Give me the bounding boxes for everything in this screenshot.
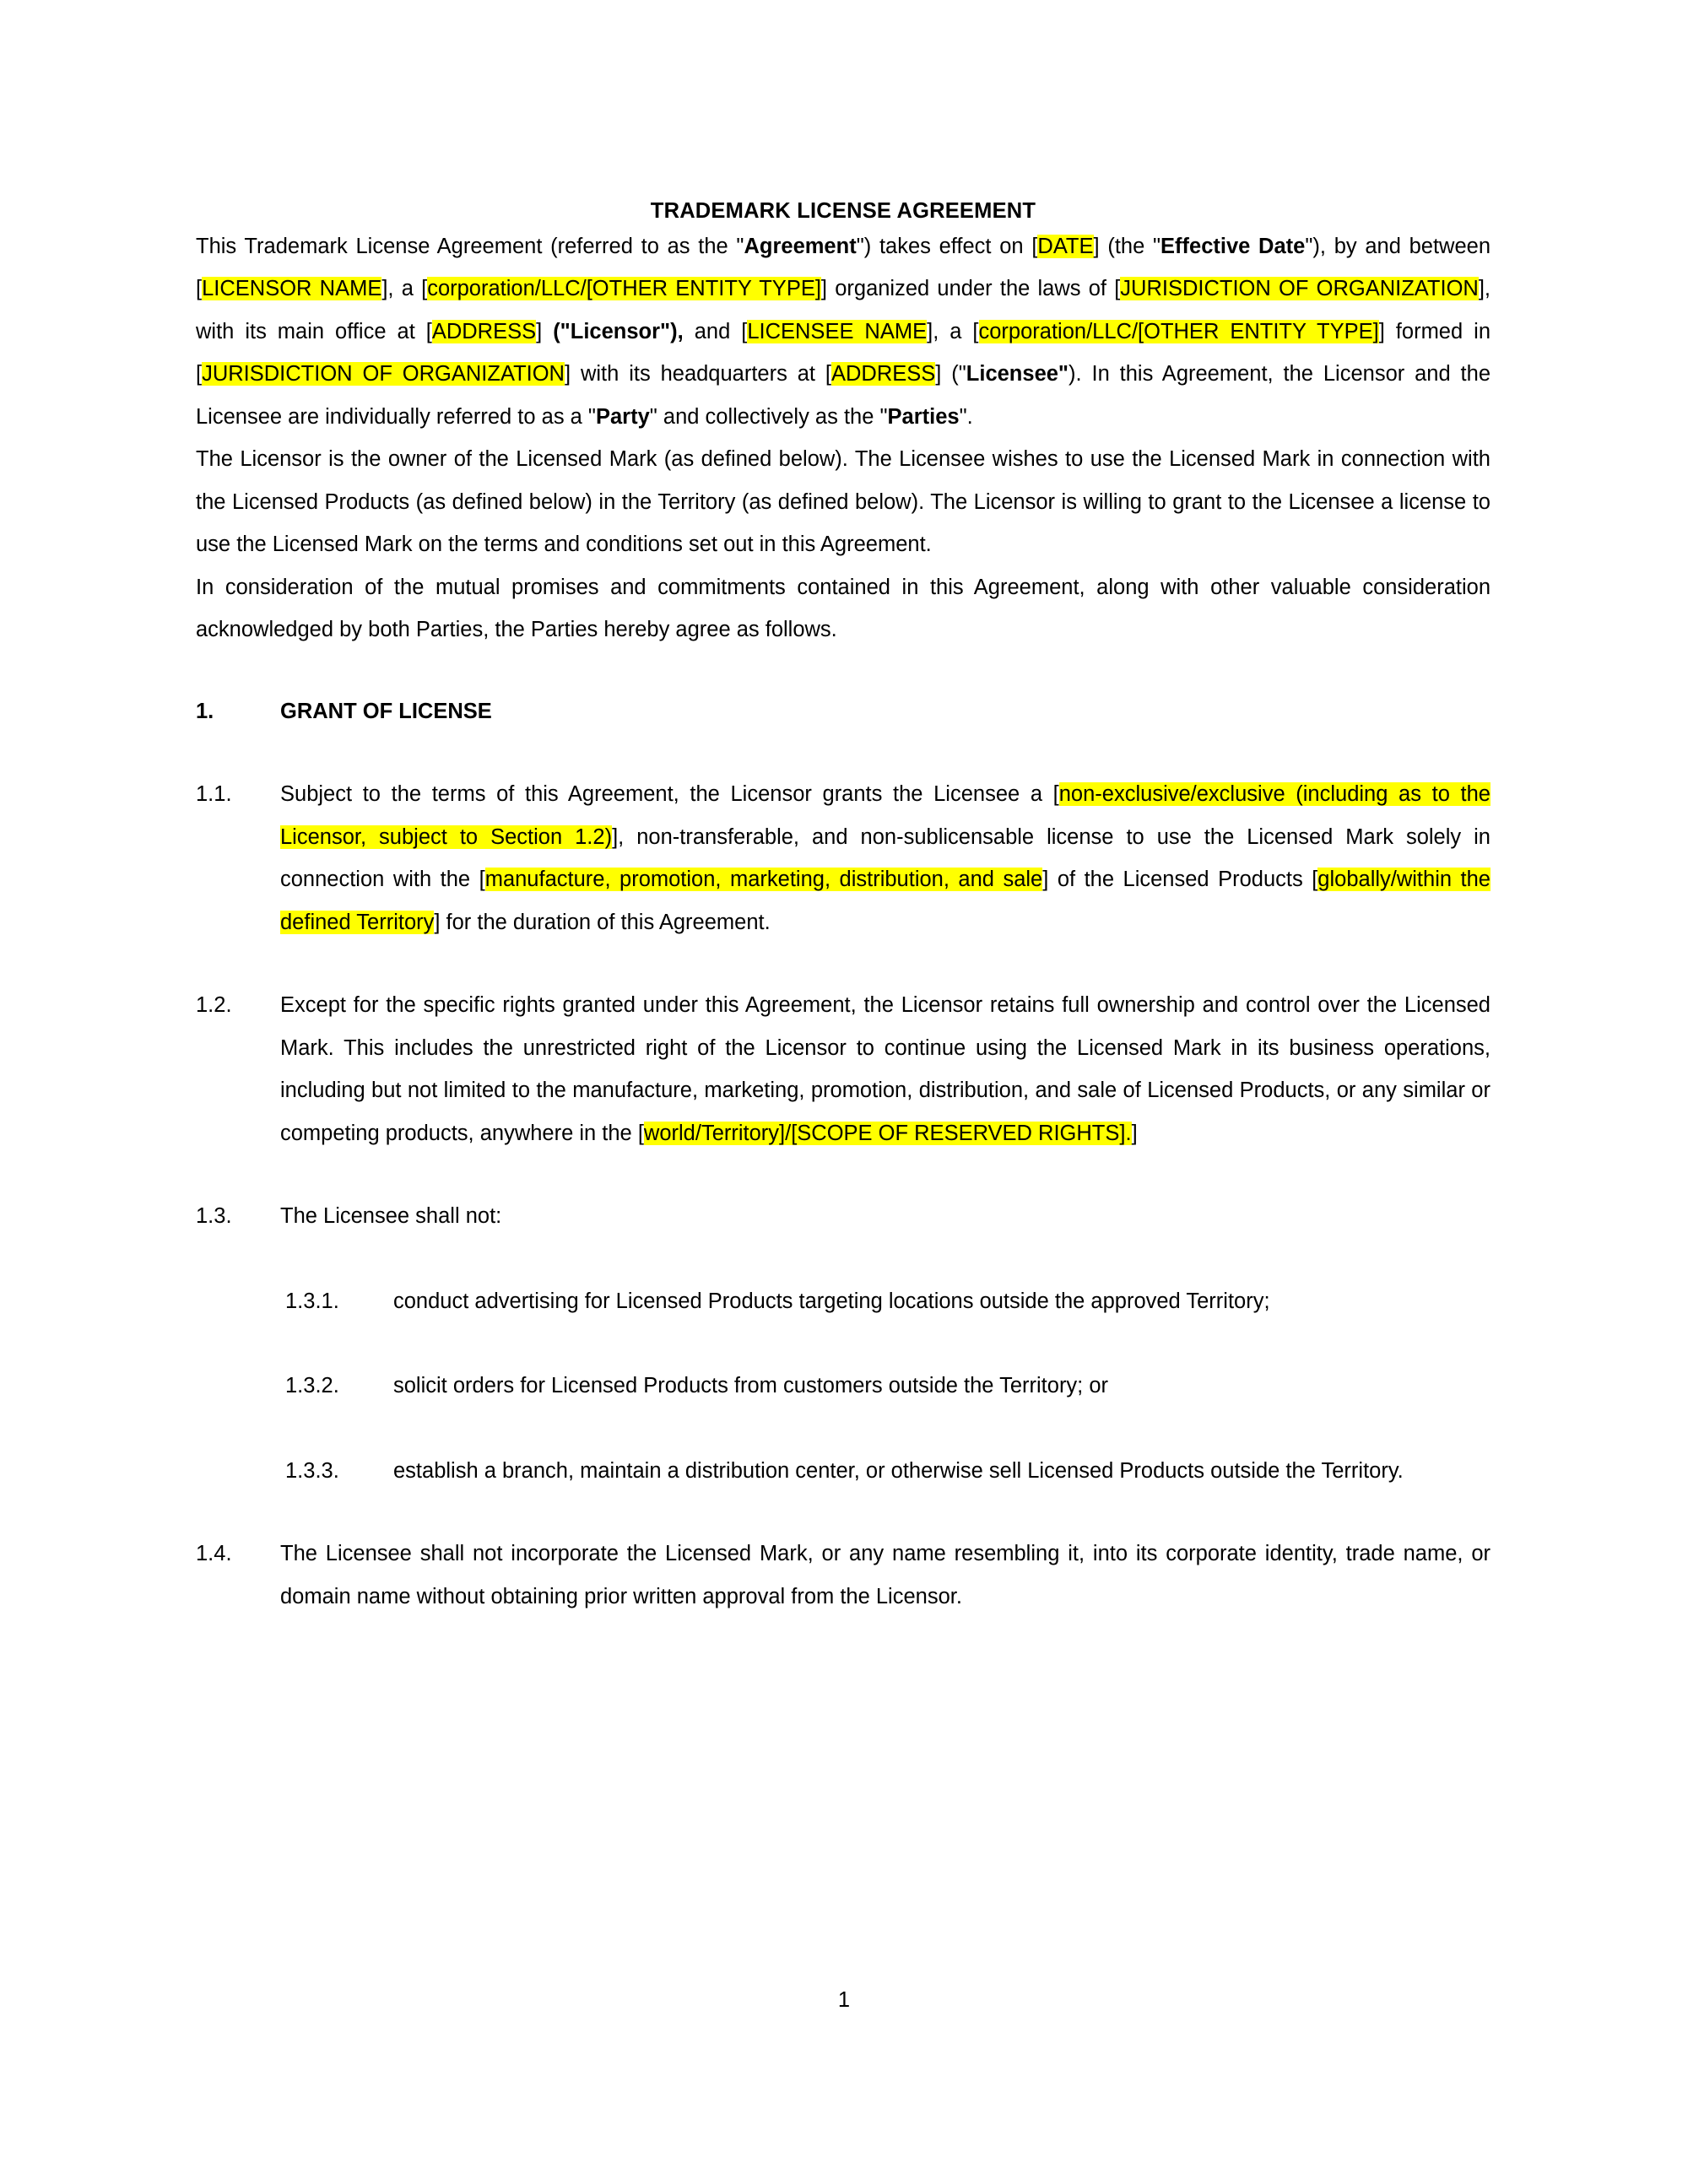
page-title: TRADEMARK LICENSE AGREEMENT: [650, 199, 1036, 223]
clause-text-segment: ], non-transferable, and non-sublicensable license to use the Licensed Mark solely in connection with the [: [280, 824, 1491, 892]
clause-1-3: [196, 1195, 1491, 1238]
placeholder-licensee-jurisdiction: JURISDICTION OF ORGANIZATION: [202, 362, 565, 387]
clause-1-2: [196, 984, 1491, 1154]
clause-number-1-2: 1.2.: [196, 993, 232, 1018]
clause-number-1-3-1: 1.3.1.: [285, 1289, 339, 1313]
preamble-text: "), by and between [: [196, 234, 1491, 301]
preamble-text: ] (the ": [1093, 234, 1161, 258]
placeholder-licensor-name: LICENSOR NAME: [202, 277, 382, 301]
placeholder-licensee-entity-type: corporation/LLC/[OTHER ENTITY TYPE]: [978, 319, 1379, 343]
preamble-paragraph-2: The Licensor is the owner of the Licensed Mark (as defined below). The Licensee wishes to use the Licensed Mark in connection with the Licensed Products (as defined below) in the Territory (as defined below). The Licensor is willing to grant to the Licensee a license to use the Licensed Mark on the terms and conditions set out in this Agreement.: [196, 447, 1491, 557]
clause-1-3-3: [285, 1450, 1491, 1493]
preamble-paragraph-1: [196, 225, 1491, 439]
preamble-text: ".: [959, 404, 973, 429]
clause-1-1: [196, 773, 1491, 943]
preamble-text: ], a [: [381, 277, 428, 301]
clause-text-segment: Subject to the terms of this Agreement, the Licensor grants the Licensee a [: [280, 782, 1059, 807]
clause-text-1-2: [280, 984, 1491, 1154]
term-parties: Parties: [887, 404, 960, 429]
clause-number-1-4: 1.4.: [196, 1542, 232, 1566]
clause-number-1-3: 1.3.: [196, 1204, 232, 1229]
clause-1-3-1: [285, 1280, 1491, 1323]
term-effective-date: Effective Date: [1160, 234, 1306, 258]
preamble-text: and [: [683, 319, 748, 343]
clause-number-1-3-2: 1.3.2.: [285, 1374, 339, 1398]
section-number-1: 1.: [196, 699, 214, 723]
preamble-text: " and collectively as the ": [649, 404, 888, 429]
clause-text-1-3-3: establish a branch, maintain a distribution center, or otherwise sell Licensed Products outside the Territory.: [393, 1458, 1404, 1483]
clause-1-4: [196, 1533, 1491, 1618]
placeholder-permitted-activities: manufacture, promotion, marketing, distribution, and sale: [484, 868, 1043, 892]
preamble-text: ). In this Agreement, the Licensor and the Licensee are individually referred to as a ": [196, 362, 1491, 429]
placeholder-licensor-address: ADDRESS: [431, 319, 537, 343]
page-number-footer: 1: [837, 1988, 851, 2012]
clause-number-1-1: 1.1.: [196, 782, 232, 807]
term-party: Party: [595, 404, 650, 429]
preamble-text: ], with its main office at [: [196, 277, 1491, 343]
clause-text-1-3-2: solicit orders for Licensed Products from customers outside the Territory; or: [393, 1374, 1109, 1398]
clause-number-1-3-3: 1.3.3.: [285, 1458, 339, 1483]
placeholder-licensor-jurisdiction: JURISDICTION OF ORGANIZATION: [1120, 277, 1479, 301]
clause-text-segment: ] of the Licensed Products [: [1042, 868, 1318, 892]
clause-text-1-4: The Licensee shall not incorporate the Licensed Mark, or any name resembling it, into its corporate identity, trade name, or domain name without obtaining prior written approval from the Licensor.: [280, 1542, 1491, 1608]
preamble-text: ] (": [935, 362, 966, 387]
placeholder-licensee-name: LICENSEE NAME: [747, 319, 928, 343]
term-licensor: ("Licensor"),: [553, 319, 684, 343]
clause-text-segment: ] for the duration of this Agreement.: [434, 910, 771, 934]
placeholder-exclusivity: non-exclusive/exclusive (including as to the Licensor, subject to Section 1.2): [280, 782, 1491, 849]
preamble-text: ]: [536, 319, 554, 343]
clause-text-segment: Except for the specific rights granted under this Agreement, the Licensor retains full ownership and control over the Licensed Mark. This includes the unrestricted right of the Licensor to continue using the Licensed Mark in its business operations, including but not limited to the manufacture, marketing, promotion, distribution, and sale of Licensed Products, or any similar or competing products, anywhere in the [: [280, 993, 1491, 1145]
placeholder-date: DATE: [1037, 234, 1094, 258]
preamble-text: ] organized under the laws of [: [820, 277, 1121, 301]
placeholder-territory-scope: globally/within the defined Territory: [280, 868, 1491, 934]
preamble-paragraph-3: In consideration of the mutual promises and commitments contained in this Agreement, along with other valuable consideration acknowledged by both Parties, the Parties hereby agree as follows.: [196, 575, 1491, 642]
placeholder-reserved-rights-scope: world/Territory]/[SCOPE OF RESERVED RIGHTS].: [643, 1121, 1132, 1145]
section-heading-1: [196, 690, 1491, 733]
clause-text-1-3: The Licensee shall not:: [280, 1204, 502, 1229]
term-licensee: Licensee": [966, 362, 1069, 387]
preamble-text: ], a [: [927, 319, 979, 343]
placeholder-licensee-address: ADDRESS: [830, 362, 936, 387]
preamble-text: ] formed in [: [196, 319, 1491, 387]
placeholder-licensor-entity-type: corporation/LLC/[OTHER ENTITY TYPE]: [427, 277, 821, 301]
clause-text-1-1: [280, 773, 1491, 943]
clause-text-segment: ]: [1131, 1121, 1138, 1145]
preamble-text: ] with its headquarters at [: [564, 362, 831, 387]
clause-text-1-3-1: conduct advertising for Licensed Products targeting locations outside the approved Territory;: [393, 1289, 1270, 1313]
preamble-text: This Trademark License Agreement (referred to as the ": [196, 234, 744, 258]
clause-1-3-2: [285, 1365, 1491, 1408]
section-title-1: GRANT OF LICENSE: [280, 699, 492, 723]
preamble-text: ") takes effect on [: [856, 234, 1038, 258]
document-content: [196, 0, 1491, 1618]
term-agreement: Agreement: [744, 234, 857, 258]
